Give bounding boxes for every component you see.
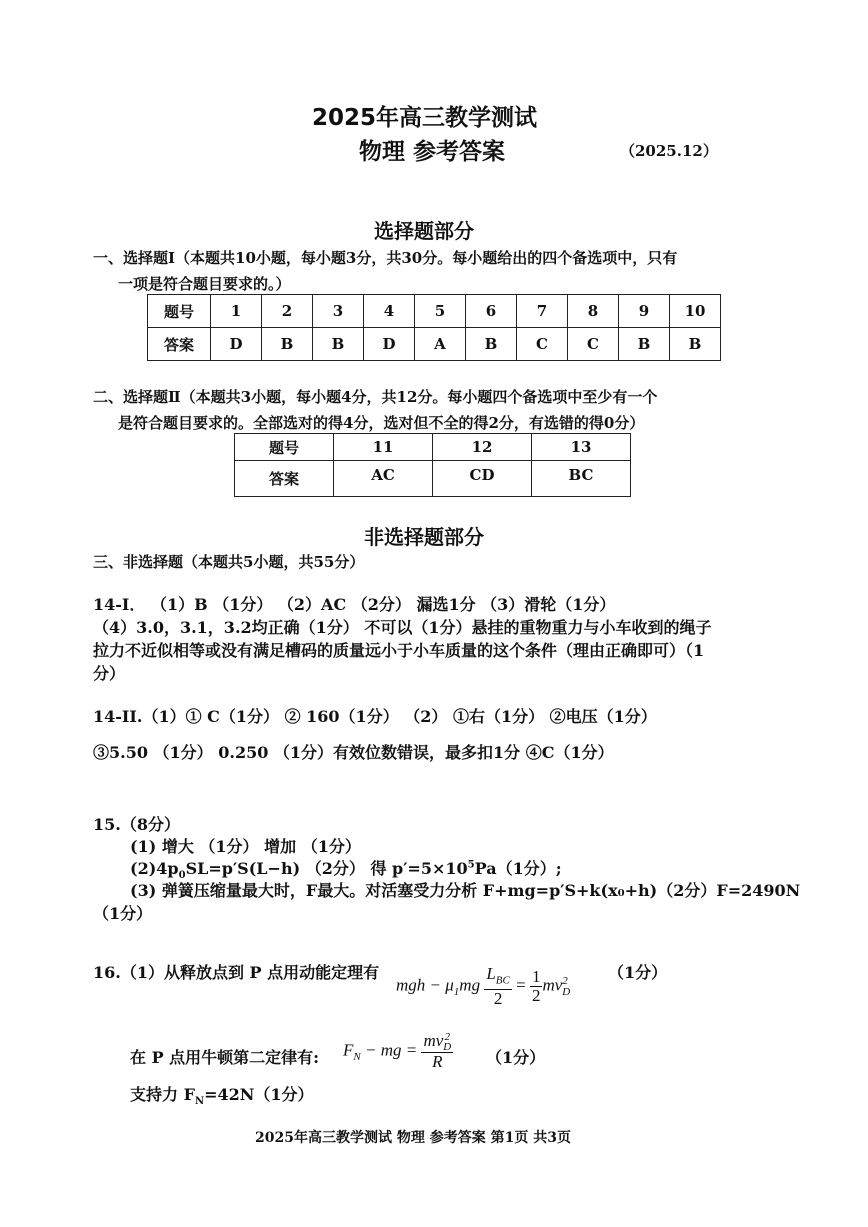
eq2-left: F: [343, 1040, 354, 1060]
eq2-num-sup: 2: [444, 1031, 451, 1044]
row-label-question: 题号: [148, 295, 211, 328]
section-heading-choice: 选择题部分: [374, 219, 474, 243]
eq1-fraction-num: [484, 965, 512, 990]
q16-line1: 16.（1）从释放点到 P 点用动能定理有: [93, 963, 380, 982]
eq2-num-text: mv: [423, 1031, 444, 1050]
eq1-right-scripts: [562, 976, 570, 998]
q14-2-line1: 14-II.（1）① C（1分） ② 160（1分） （2） ①右（1分） ②电压（1分）: [93, 707, 657, 726]
question-number: 8: [568, 295, 619, 328]
answer-cell: BC: [532, 461, 631, 497]
part1-question-row: [148, 295, 721, 328]
eq1-right: mv: [542, 975, 563, 995]
q14-1-line1: 14-I． （1）B （1分） （2）AC （2分） 漏选1分 （3）滑轮（1分）: [93, 595, 616, 614]
page-footer: 2025年高三教学测试 物理 参考答案 第1页 共3页: [255, 1130, 571, 1146]
answer-cell: C: [568, 328, 619, 361]
q14-1-line3: 拉力不近似相等或没有满足槽码的质量远小于小车质量的这个条件（理由正确即可）（1: [93, 641, 705, 660]
question-number: 12: [433, 434, 532, 461]
document-date: （2025.12）: [620, 142, 718, 160]
eq1-left: mgh − μ: [396, 975, 454, 995]
q15-line2-sub: 0: [178, 870, 186, 882]
eq1-half-num: 1: [531, 967, 541, 987]
eq1-num-sub: BC: [495, 974, 510, 987]
eq2-fraction-num: [421, 1032, 453, 1053]
eq1-right-sup: 2: [562, 974, 568, 987]
answer-cell: B: [670, 328, 721, 361]
q15-line2-c: （2分） 得 p′=5×10: [300, 859, 468, 878]
answer-cell: AC: [334, 461, 433, 497]
row-label-answer: 答案: [235, 461, 334, 497]
question-number: 2: [262, 295, 313, 328]
q16-line3-b: =42N（1分）: [204, 1085, 314, 1104]
question-number: 11: [334, 434, 433, 461]
answer-cell: B: [619, 328, 670, 361]
eq1-half-den: 2: [531, 986, 541, 1006]
question-number: 10: [670, 295, 721, 328]
section-heading-nonchoice: 非选择题部分: [364, 525, 484, 549]
eq2-mid: − mg =: [360, 1040, 418, 1060]
question-number: 1: [211, 295, 262, 328]
q15-line2-d: Pa（1分）;: [474, 859, 562, 878]
part1-intro-line2: 一项是符合题目要求的。）: [118, 275, 291, 293]
part3-intro: 三、非选择题（本题共5小题，共55分）: [93, 553, 365, 571]
eq1-equals: =: [516, 975, 526, 995]
row-label-question: 题号: [235, 434, 334, 461]
q16-line3-a: 支持力 F: [130, 1085, 195, 1104]
q15-line2-a: (2)4p: [130, 859, 179, 878]
part1-answer-table: [147, 294, 721, 361]
eq1-right-sub: D: [562, 985, 571, 998]
q14-1-line4: 分）: [93, 664, 126, 683]
q16-equation-1: [396, 965, 570, 1008]
answer-cell: D: [211, 328, 262, 361]
answer-cell: D: [364, 328, 415, 361]
answer-cell: CD: [433, 461, 532, 497]
question-number: 3: [313, 295, 364, 328]
eq1-fraction: [484, 965, 512, 1008]
eq2-fraction-den: R: [432, 1052, 443, 1072]
q16-line3: [130, 1082, 314, 1107]
q15-line1: (1) 增大 （1分） 增加 （1分）: [130, 837, 361, 856]
eq1-mid: mg: [459, 975, 481, 995]
eq1-half: [530, 968, 543, 1005]
part1-answer-row: [148, 328, 721, 361]
answer-cell: A: [415, 328, 466, 361]
question-number: 9: [619, 295, 670, 328]
q14-2-line2: ③5.50 （1分） 0.250 （1分）有效位数错误，最多扣1分 ④C（1分）: [93, 743, 614, 762]
q15-line2-b: SL=p′S(L−h): [185, 859, 301, 878]
q16-equation-2: [343, 1032, 453, 1071]
eq2-num-sub: D: [443, 1041, 452, 1054]
q16-line2: 在 P 点用牛顿第二定律有:: [130, 1048, 320, 1067]
answer-cell: B: [313, 328, 364, 361]
question-number: 4: [364, 295, 415, 328]
row-label-answer: 答案: [148, 328, 211, 361]
q15-line3: (3) 弹簧压缩量最大时，F最大。对活塞受力分析 F+mg=p′S+k(x₀+h)（2分）F=2490N: [130, 881, 801, 900]
q16-line3-sub: N: [194, 1096, 205, 1108]
question-number: 6: [466, 295, 517, 328]
part2-intro-line1: 二、选择题Ⅱ（本题共3小题，每小题4分，共12分。每小题四个备选项中至少有一个: [93, 388, 658, 406]
part2-question-row: [235, 434, 631, 461]
q14-1-line2: （4）3.0，3.1，3.2均正确（1分） 不可以（1分）悬挂的重物重力与小车收到的绳子: [93, 618, 712, 637]
part1-intro-line1: 一、选择题Ⅰ（本题共10小题，每小题3分，共30分。每小题给出的四个备选项中，只有: [93, 249, 678, 267]
q16-score1: （1分）: [608, 963, 668, 982]
answer-cell: B: [466, 328, 517, 361]
question-number: 7: [517, 295, 568, 328]
question-number: 5: [415, 295, 466, 328]
eq2-fraction: [421, 1032, 453, 1071]
q16-score2: （1分）: [486, 1048, 546, 1067]
answer-cell: C: [517, 328, 568, 361]
question-number: 13: [532, 434, 631, 461]
answer-cell: B: [262, 328, 313, 361]
q15-label: 15.（8分）: [93, 815, 180, 834]
eq1-fraction-den: 2: [493, 989, 503, 1009]
q15-line4: （1分）: [93, 904, 153, 923]
eq1-left-sub: 1: [453, 986, 460, 998]
eq2-num-scripts: [443, 1032, 451, 1052]
eq1-num-text: L: [486, 964, 496, 983]
part2-answer-row: [235, 461, 631, 497]
part2-answer-table: [234, 433, 631, 497]
part2-intro-line2: 是符合题目要求的。全部选对的得4分，选对但不全的得2分，有选错的得0分）: [118, 414, 645, 432]
document-title: 2025年高三教学测试: [312, 105, 538, 131]
document-subtitle: 物理 参考答案: [359, 139, 506, 165]
eq2-left-sub: N: [353, 1050, 361, 1063]
q15-line2-sup: 5: [467, 859, 475, 871]
